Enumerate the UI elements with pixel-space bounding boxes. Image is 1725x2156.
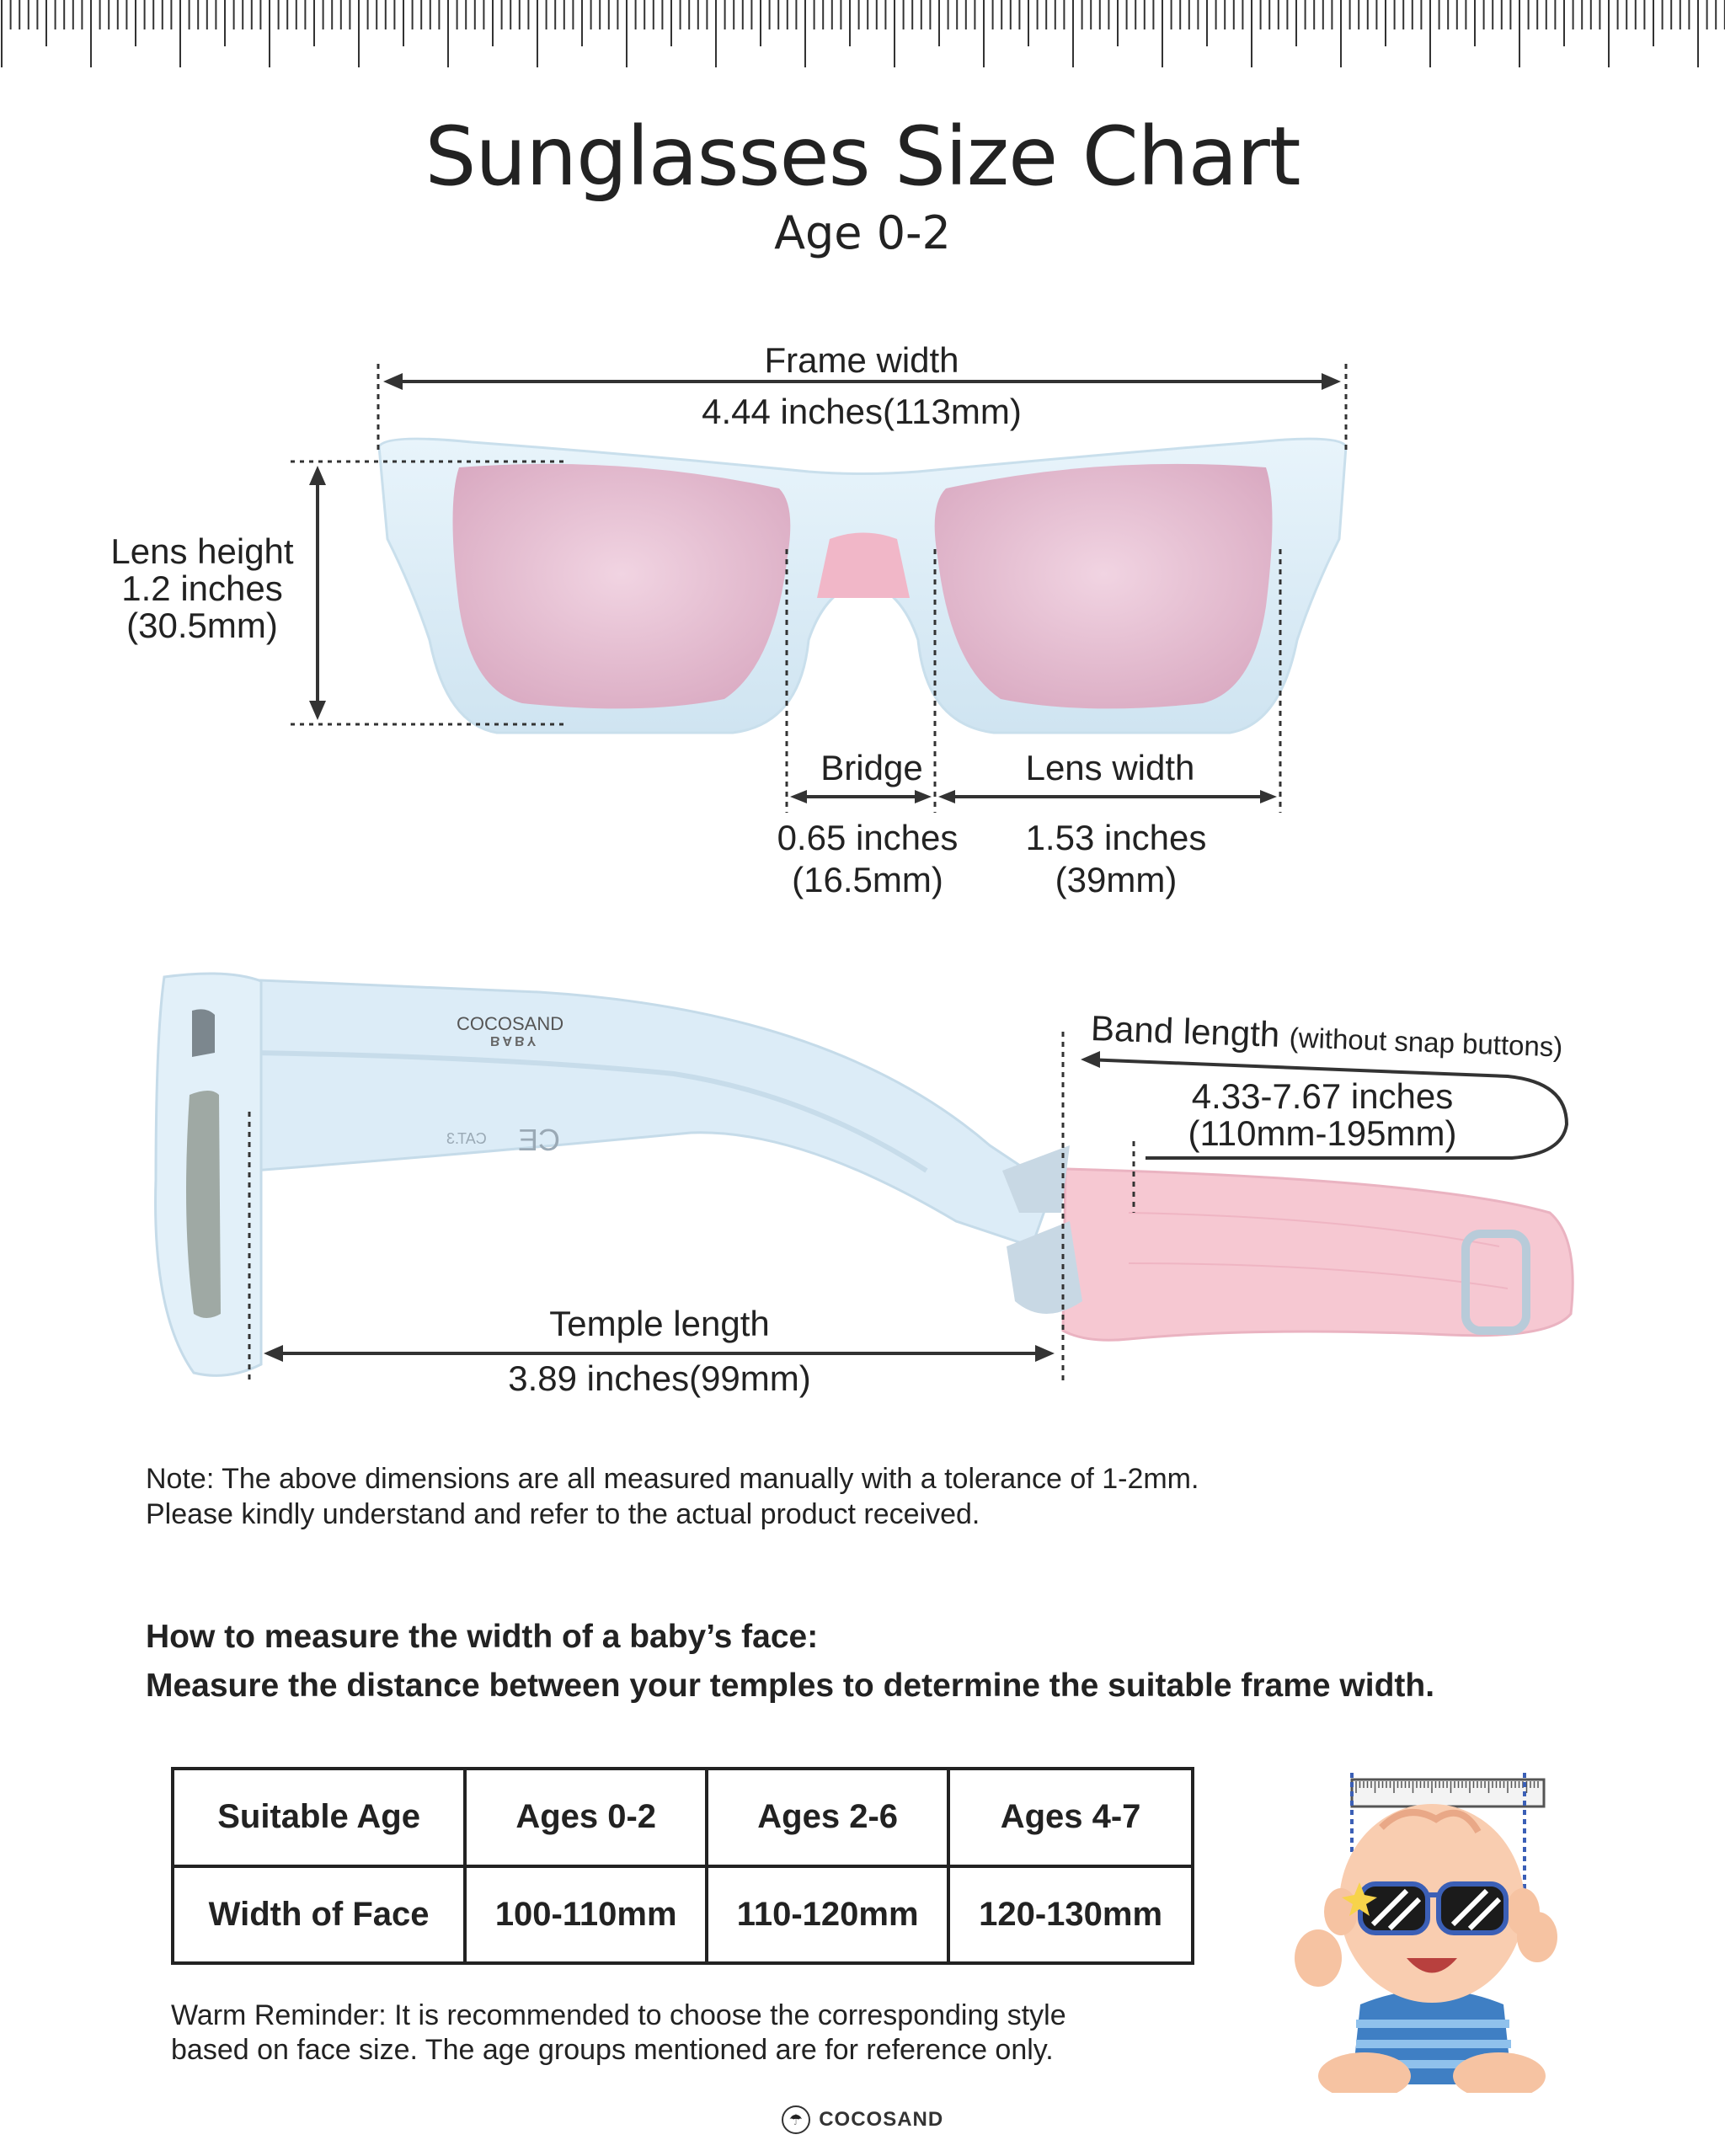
print-sub: BABY bbox=[490, 1033, 539, 1048]
frame-width-value: 4.44 inches(113mm) bbox=[702, 392, 1022, 431]
table-cell: Ages 4-7 bbox=[948, 1769, 1193, 1866]
baby-illustration bbox=[1289, 1756, 1575, 2093]
lens-width-mm: (39mm) bbox=[1055, 860, 1178, 899]
table-row-face-width bbox=[173, 1866, 1193, 1964]
print-cat: CAT.3 bbox=[446, 1130, 487, 1147]
footer-brand bbox=[0, 2105, 1725, 2134]
table-cell: 120-130mm bbox=[948, 1866, 1193, 1964]
lens-side bbox=[186, 1091, 221, 1318]
strap-band bbox=[1063, 1169, 1573, 1340]
page-title: Sunglasses Size Chart bbox=[425, 109, 1300, 204]
lens-height-inches: 1.2 inches bbox=[121, 568, 283, 608]
band-length-note: (without snap buttons) bbox=[1289, 1022, 1563, 1063]
table-cell: Ages 2-6 bbox=[707, 1769, 948, 1866]
band-length-inches: 4.33-7.67 inches bbox=[1191, 1076, 1454, 1116]
size-table bbox=[171, 1767, 1194, 1965]
bridge-inches: 0.65 inches bbox=[777, 818, 959, 857]
table-cell: Suitable Age bbox=[173, 1769, 465, 1866]
reminder-line-2: based on face size. The age groups mentioned are for reference only. bbox=[171, 2034, 1054, 2066]
nose-pad bbox=[817, 533, 910, 599]
print-brand: COCOSAND bbox=[457, 1013, 564, 1034]
note-line-2: Please kindly understand and refer to the actual product received. bbox=[146, 1498, 980, 1530]
table-cell: 100-110mm bbox=[465, 1866, 707, 1964]
reminder-line-1: Warm Reminder: It is recommended to choose the corresponding style bbox=[171, 1999, 1066, 2031]
lens-left bbox=[453, 464, 791, 709]
table-cell: Ages 0-2 bbox=[465, 1769, 707, 1866]
table-row-header bbox=[173, 1769, 1193, 1866]
measurement-note bbox=[146, 1461, 1199, 1532]
ruler-top bbox=[0, 0, 1725, 76]
howto-heading: How to measure the width of a baby’s face: bbox=[146, 1619, 819, 1655]
frame-width-label: Frame width bbox=[764, 340, 959, 380]
temple-length-label: Temple length bbox=[549, 1304, 770, 1343]
lens-width-label: Lens width bbox=[1025, 748, 1195, 787]
band-length-mm: (110mm-195mm) bbox=[1188, 1113, 1457, 1153]
note-line-1: Note: The above dimensions are all measured manually with a tolerance of 1-2mm. bbox=[146, 1463, 1199, 1495]
warm-reminder bbox=[171, 1999, 1066, 2068]
howto-instruction: Measure the distance between your temples to determine the suitable frame width. bbox=[146, 1668, 1435, 1704]
temple-arm bbox=[181, 977, 1053, 1246]
brand-logo-icon: ☂ bbox=[782, 2105, 810, 2134]
lens-right bbox=[935, 464, 1273, 709]
howto-section bbox=[146, 1613, 1434, 1710]
lens-height-label: Lens height bbox=[110, 531, 294, 571]
band-length-title: Band length bbox=[1090, 1008, 1281, 1054]
lens-height-mm: (30.5mm) bbox=[126, 606, 278, 645]
bridge-mm: (16.5mm) bbox=[792, 860, 943, 899]
temple-length-value: 3.89 inches(99mm) bbox=[508, 1358, 811, 1398]
bridge-label: Bridge bbox=[820, 748, 923, 787]
table-cell: Width of Face bbox=[173, 1866, 465, 1964]
lens-width-inches: 1.53 inches bbox=[1025, 818, 1207, 857]
table-cell: 110-120mm bbox=[707, 1866, 948, 1964]
page-subtitle: Age 0-2 bbox=[774, 206, 951, 259]
footer-brand-text: COCOSAND bbox=[819, 2108, 944, 2131]
print-ce: CE bbox=[518, 1123, 561, 1157]
